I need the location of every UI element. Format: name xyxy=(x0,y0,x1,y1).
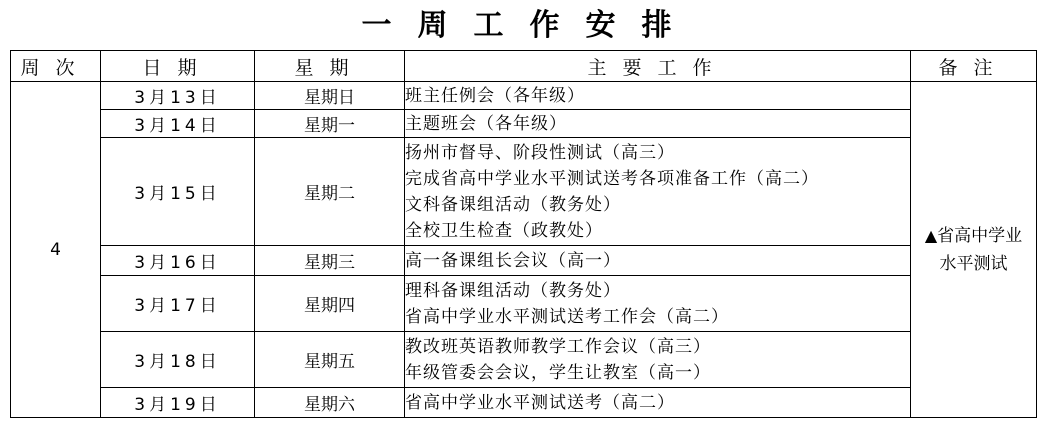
header-row xyxy=(11,51,1037,82)
weekday-cell: 星期四 xyxy=(255,276,405,332)
date-cell: 3月19日 xyxy=(101,388,255,418)
work-item: 教改班英语教师教学工作会议（高三） xyxy=(405,336,711,357)
date-cell: 3月16日 xyxy=(101,246,255,276)
work-item: 文科备课组活动（教务处） xyxy=(405,194,621,215)
work-cell xyxy=(405,110,911,138)
work-cell xyxy=(405,246,911,276)
week-number: 4 xyxy=(11,82,101,418)
header-note: 备注 xyxy=(911,51,1037,82)
note-cell xyxy=(911,82,1037,418)
note-text xyxy=(919,222,1029,278)
header-day: 星期 xyxy=(255,51,405,82)
work-item: 省高中学业水平测试送考工作会（高二） xyxy=(405,306,729,327)
work-item: 完成省高中学业水平测试送考各项准备工作（高二） xyxy=(405,168,819,189)
work-cell xyxy=(405,276,911,332)
weekday-cell: 星期三 xyxy=(255,246,405,276)
table-row xyxy=(11,276,1037,332)
weekday-cell: 星期六 xyxy=(255,388,405,418)
work-cell xyxy=(405,332,911,388)
table-row xyxy=(11,138,1037,246)
work-cell xyxy=(405,82,911,110)
work-cell xyxy=(405,138,911,246)
weekday-cell: 星期五 xyxy=(255,332,405,388)
table-row xyxy=(11,82,1037,110)
header-work: 主要工作 xyxy=(405,51,911,82)
work-item: 班主任例会（各年级） xyxy=(405,85,585,106)
weekday-cell: 星期二 xyxy=(255,138,405,246)
table-row xyxy=(11,332,1037,388)
work-item: 主题班会（各年级） xyxy=(405,113,567,134)
date-cell: 3月17日 xyxy=(101,276,255,332)
triangle-marker-icon: ▲ xyxy=(924,225,938,245)
work-item: 省高中学业水平测试送考（高二） xyxy=(405,392,675,413)
header-date: 日期 xyxy=(101,51,255,82)
table-row xyxy=(11,110,1037,138)
work-item: 年级管委会会议，学生让教室（高一） xyxy=(405,362,711,383)
work-item: 扬州市督导、阶段性测试（高三） xyxy=(405,142,675,163)
work-cell xyxy=(405,388,911,418)
header-week: 周次 xyxy=(11,51,101,82)
work-item: 高一备课组长会议（高一） xyxy=(405,250,621,271)
page-title: 一周工作安排 xyxy=(361,8,698,43)
date-cell: 3月18日 xyxy=(101,332,255,388)
work-item: 全校卫生检查（政教处） xyxy=(405,220,603,241)
table-row xyxy=(11,388,1037,418)
date-cell: 3月13日 xyxy=(101,82,255,110)
note-label: 省高中学业水平测试 xyxy=(937,225,1023,274)
weekday-cell: 星期日 xyxy=(255,82,405,110)
date-cell: 3月14日 xyxy=(101,110,255,138)
work-item: 理科备课组活动（教务处） xyxy=(405,280,621,301)
date-cell: 3月15日 xyxy=(101,138,255,246)
weekday-cell: 星期一 xyxy=(255,110,405,138)
weekly-schedule-table xyxy=(10,50,1037,418)
table-row xyxy=(11,246,1037,276)
